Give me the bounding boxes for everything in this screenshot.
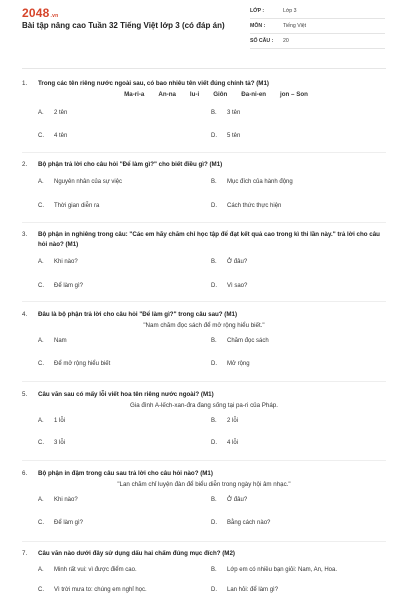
meta-row-count <box>250 34 385 49</box>
name-item: Ma-ri-a <box>124 91 145 98</box>
question-divider <box>22 222 386 223</box>
question-divider <box>22 541 386 542</box>
question-2 <box>22 160 386 223</box>
answer-option-a[interactable]: A. Nguyên nhân của sự việc <box>38 179 123 185</box>
question-text: Bộ phận in nghiêng trong câu: "Các em hãy chăm chỉ học tập để đạt kết quả cao trong kì thi lần này." trả lời cho câu hỏi nào? (M1) <box>38 231 380 248</box>
question-number: 3. <box>22 231 28 238</box>
answer-option-b[interactable]: B. Mục đích của hành động <box>211 179 293 185</box>
question-divider <box>22 152 386 153</box>
question-4 <box>22 310 386 382</box>
answer-option-d[interactable]: D. 5 tên <box>211 133 241 139</box>
answer-option-d[interactable]: D. Cách thức thực hiện <box>211 203 282 209</box>
name-item: jon – Son <box>280 91 308 98</box>
answer-option-c[interactable]: C. Thời gian diễn ra <box>38 203 100 209</box>
meta-key: MÔN : <box>250 23 266 29</box>
question-divider <box>22 381 386 382</box>
question-text: Bộ phận trả lời cho câu hỏi "Để làm gì?" cho biết điều gì? (M1) <box>38 161 223 168</box>
question-number: 7. <box>22 550 28 557</box>
answer-option-b[interactable]: B. Chăm đọc sách <box>211 338 269 344</box>
answer-option-a[interactable]: A. Nam <box>38 338 67 344</box>
name-item: Giôn <box>213 91 228 98</box>
meta-row-subject <box>250 19 385 34</box>
question-divider <box>22 301 386 302</box>
answer-option-a[interactable]: A. Khi nào? <box>38 259 78 265</box>
document-header <box>0 0 400 64</box>
logo-main: 2048 <box>22 6 50 20</box>
name-item: An-na <box>158 91 176 98</box>
answer-option-d[interactable]: D. 4 lỗi <box>211 440 239 446</box>
answer-option-b[interactable]: B. 2 lỗi <box>211 418 239 424</box>
question-sentence: "Nam chăm đọc sách để mở rộng hiểu biết." <box>143 322 265 329</box>
document-title: Bài tập nâng cao Tuần 32 Tiếng Việt lớp 3 (có đáp án) <box>22 21 225 30</box>
answer-option-b[interactable]: B. Lớp em có nhiều bạn giỏi: Nam, An, Hoa. <box>211 567 337 573</box>
answer-option-c[interactable]: C. 4 tên <box>38 133 68 139</box>
name-item: Đa-ni-en <box>241 91 267 98</box>
question-number: 6. <box>22 470 28 477</box>
answer-option-a[interactable]: A. Khi nào? <box>38 497 78 503</box>
question-text: Đâu là bộ phận trả lời cho câu hỏi "Để làm gì?" trong câu sau? (M1) <box>38 311 238 318</box>
meta-value: 20 <box>283 38 289 44</box>
question-divider <box>22 460 386 461</box>
answer-option-c[interactable]: C. Để làm gì? <box>38 283 84 289</box>
answer-option-d[interactable]: D. Lan hỏi: để làm gì? <box>211 587 279 593</box>
meta-value: Tiếng Việt <box>283 23 307 29</box>
site-logo[interactable] <box>22 6 58 20</box>
question-1 <box>22 79 386 154</box>
answer-option-d[interactable]: D. Bằng cách nào? <box>211 520 271 526</box>
question-text: Câu văn sau có mấy lỗi viết hoa tên riêng nước ngoài? (M1) <box>38 391 214 398</box>
meta-table <box>250 4 385 49</box>
question-text: Trong các tên riêng nước ngoài sau, có bao nhiêu tên viết đúng chính tả? (M1) <box>38 80 269 87</box>
question-6 <box>22 469 386 541</box>
logo-suffix: .vn <box>50 13 59 19</box>
answer-option-b[interactable]: B. Ở đâu? <box>211 497 248 503</box>
question-number: 4. <box>22 311 28 318</box>
question-sentence: Gia đình A-lếch-xan-đra đang sống tại pa-ri của Pháp. <box>130 402 278 409</box>
question-7 <box>22 549 386 611</box>
question-3 <box>22 230 386 303</box>
meta-row-class <box>250 4 385 19</box>
meta-key: LỚP : <box>250 8 265 14</box>
answer-option-a[interactable]: A. 2 tên <box>38 110 68 116</box>
question-number: 2. <box>22 161 28 168</box>
question-5 <box>22 390 386 462</box>
answer-option-c[interactable]: C. Để mở rộng hiểu biết <box>38 361 111 367</box>
meta-value: Lớp 3 <box>283 8 297 14</box>
question-text: Bộ phận in đậm trong câu sau trả lời cho câu hỏi nào? (M1) <box>38 470 213 477</box>
answer-option-c[interactable]: C. Vì trời mưa to: chúng em nghỉ học. <box>38 587 147 593</box>
answer-option-a[interactable]: A. Minh rất vui: vì được điểm cao. <box>38 567 137 573</box>
question-number: 5. <box>22 391 28 398</box>
answer-option-d[interactable]: D. Mở rộng <box>211 361 250 367</box>
name-list <box>22 90 386 100</box>
answer-option-b[interactable]: B. 3 tên <box>211 110 241 116</box>
header-divider <box>22 68 386 69</box>
meta-key: SỐ CÂU : <box>250 38 274 44</box>
question-number: 1. <box>22 80 28 87</box>
answer-option-c[interactable]: C. Để làm gì? <box>38 520 84 526</box>
answer-option-a[interactable]: A. 1 lỗi <box>38 418 66 424</box>
question-sentence: "Lan chăm chỉ luyện đàn để biểu diễn trong ngày hội âm nhạc." <box>117 481 291 488</box>
name-item: Iu-i <box>189 91 200 98</box>
answer-option-c[interactable]: C. 3 lỗi <box>38 440 66 446</box>
answer-option-b[interactable]: B. Ở đâu? <box>211 259 248 265</box>
answer-option-d[interactable]: D. Vì sao? <box>211 283 248 289</box>
question-text: Câu văn nào dưới đây sử dụng dấu hai chấm đúng mục đích? (M2) <box>38 550 235 557</box>
